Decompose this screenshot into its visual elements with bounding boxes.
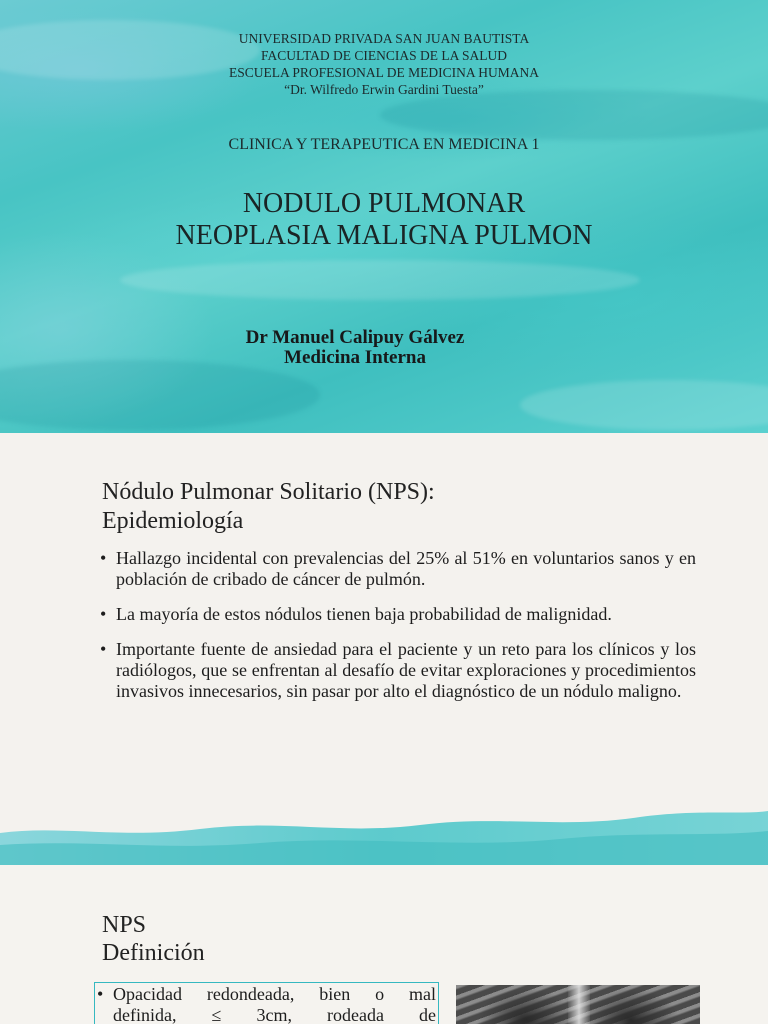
author-name: Dr Manuel Calipuy Gálvez (245, 327, 465, 348)
bullet-text: La mayoría de estos nódulos tienen baja probabilidad de malignidad. (116, 604, 612, 624)
institution-block (0, 30, 768, 98)
title-line: NEOPLASIA MALIGNA PULMON (175, 220, 593, 251)
watercolor-wave (0, 795, 768, 865)
bullet-item (97, 984, 436, 1005)
heading-line: Epidemiología (102, 508, 244, 534)
title-slide (0, 0, 768, 433)
watercolor-stroke (0, 360, 320, 430)
watercolor-stroke (520, 380, 768, 430)
title-line: NODULO PULMONAR (242, 188, 526, 219)
chest-xray-image (456, 985, 700, 1024)
watercolor-stroke (120, 260, 640, 300)
author-specialty: Medicina Interna (284, 347, 426, 368)
heading-line: NPS (102, 912, 147, 938)
bullet-text: Opacidad redondeada, bien o mal (113, 984, 436, 1004)
bullet-icon: • (100, 604, 107, 624)
institution-line: FACULTAD DE CIENCIAS DE LA SALUD (260, 48, 508, 63)
bullet-item (100, 639, 696, 702)
definition-slide (0, 865, 768, 1024)
heading-line: Definición (102, 940, 205, 966)
bullet-text: Hallazgo incidental con prevalencias del 25% al 51% en voluntarios sanos y en población de cribado de cáncer de pulmón. (116, 548, 696, 589)
bullet-icon: • (100, 639, 107, 659)
bullet-list (100, 548, 696, 716)
bullet-icon: • (97, 984, 104, 1004)
bullet-icon: • (100, 548, 107, 568)
institution-line: UNIVERSIDAD PRIVADA SAN JUAN BAUTISTA (238, 31, 530, 46)
bullet-text: definida, ≤ 3cm, rodeada de (113, 1005, 436, 1024)
author-block (200, 328, 510, 368)
slide-heading (102, 478, 435, 536)
institution-line: “Dr. Wilfredo Erwin Gardini Tuesta” (284, 82, 484, 97)
bullet-item (100, 604, 696, 625)
heading-line: Nódulo Pulmonar Solitario (NPS): (102, 479, 435, 505)
bullet-text: Importante fuente de ansiedad para el paciente y un reto para los clínicos y los radiólogos, que se enfrentan al desafío de evitar exploraciones y procedimientos invasivos innecesarios, sin pasar por alto el diagnóstico de un nódulo maligno. (116, 639, 696, 701)
definition-box (94, 982, 439, 1024)
slide-heading (102, 911, 205, 967)
presentation-title (0, 188, 768, 252)
xray-spine (568, 985, 590, 1024)
bullet-item-continued (97, 1005, 436, 1024)
institution-line: ESCUELA PROFESIONAL DE MEDICINA HUMANA (228, 65, 539, 80)
epidemiology-slide (0, 433, 768, 865)
course-title: CLINICA Y TERAPEUTICA EN MEDICINA 1 (228, 136, 540, 153)
bullet-item (100, 548, 696, 590)
